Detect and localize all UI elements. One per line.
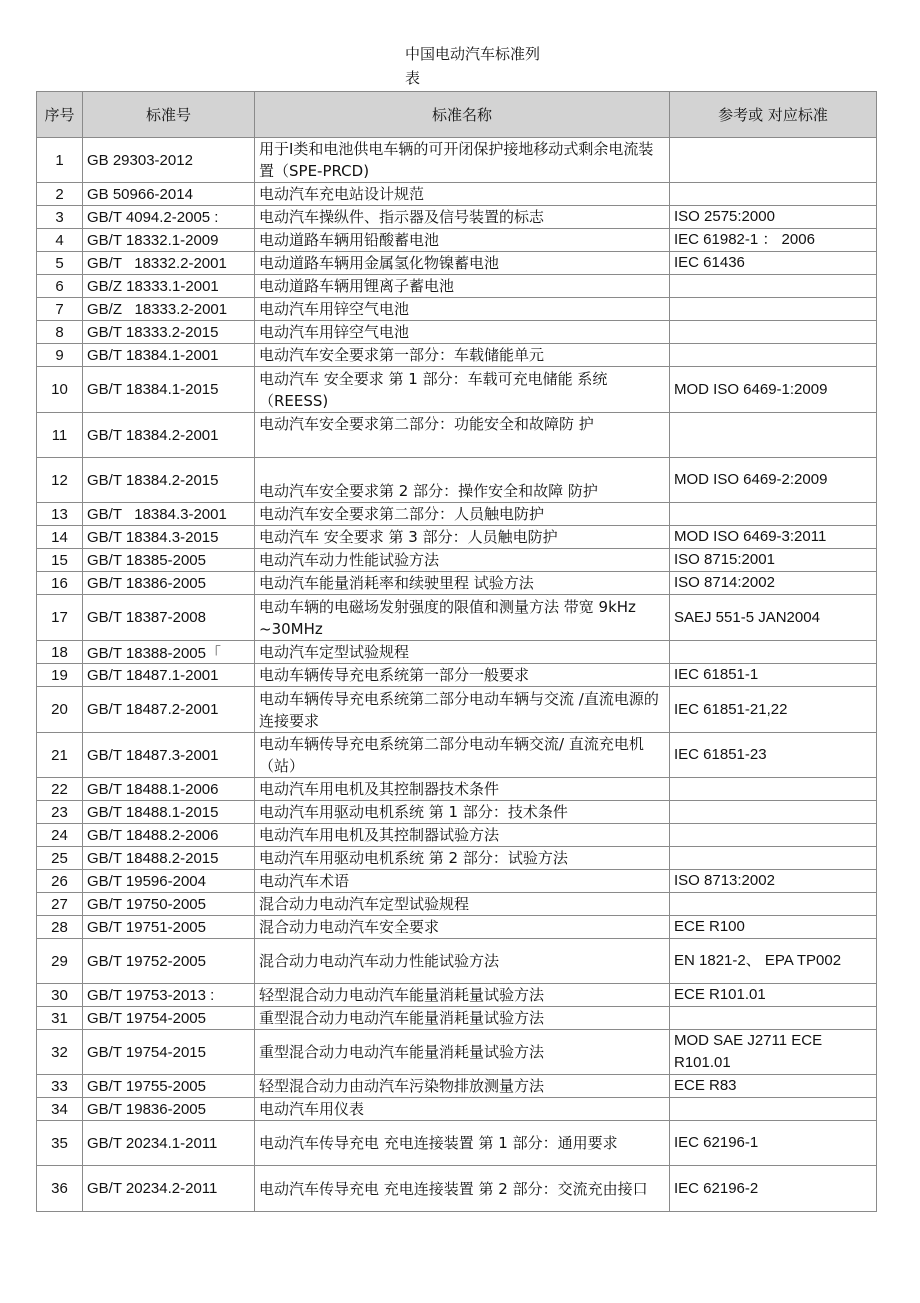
row-index: 33 — [37, 1075, 83, 1098]
reference-standard — [670, 183, 877, 206]
reference-standard — [670, 413, 877, 458]
standard-name: 电动汽车用电机及其控制器技术条件 — [255, 778, 670, 801]
row-index: 30 — [37, 984, 83, 1007]
standard-code: GB 29303-2012 — [83, 138, 255, 183]
standard-code: GB/T 18333.2-2015 — [83, 321, 255, 344]
table-row — [37, 138, 877, 183]
header-index: 序号 — [37, 92, 83, 138]
reference-standard — [670, 1007, 877, 1030]
reference-standard: ECE R83 — [670, 1075, 877, 1098]
standard-name: 电动汽车用驱动电机系统 第 2 部分：试验方法 — [255, 847, 670, 870]
row-index: 7 — [37, 298, 83, 321]
row-index: 24 — [37, 824, 83, 847]
title-line-2: 表 — [405, 69, 421, 87]
standard-code: GB/Z 18333.2-2001 — [83, 298, 255, 321]
standard-code: GB/T 19753-2013 : — [83, 984, 255, 1007]
table-row — [37, 801, 877, 824]
standard-code: GB/T 18384.3-2001 — [83, 503, 255, 526]
table-row — [37, 367, 877, 413]
reference-standard: ISO 2575:2000 — [670, 206, 877, 229]
reference-standard — [670, 321, 877, 344]
standard-code: GB/T 18384.2-2015 — [83, 458, 255, 503]
table-row — [37, 503, 877, 526]
table-row — [37, 893, 877, 916]
standard-name: 电动汽车充电站设计规范 — [255, 183, 670, 206]
standard-name: 轻型混合动力由动汽车污染物排放测量方法 — [255, 1075, 670, 1098]
table-row — [37, 664, 877, 687]
table-row — [37, 321, 877, 344]
reference-standard: MOD ISO 6469-2:2009 — [670, 458, 877, 503]
reference-standard: IEC 62196-1 — [670, 1121, 877, 1166]
standard-name: 电动汽车安全要求第二部分：功能安全和故障防 护 — [255, 413, 670, 458]
row-index: 29 — [37, 939, 83, 984]
standard-name: 电动车辆传导充电系统第二部分电动车辆与交流 /直流电源的连接要求 — [255, 687, 670, 733]
row-index: 18 — [37, 641, 83, 664]
standard-code: GB/T 4094.2-2005 : — [83, 206, 255, 229]
row-index: 3 — [37, 206, 83, 229]
table-row — [37, 1075, 877, 1098]
reference-standard — [670, 344, 877, 367]
table-row — [37, 778, 877, 801]
row-index: 1 — [37, 138, 83, 183]
table-row — [37, 458, 877, 503]
reference-standard — [670, 1098, 877, 1121]
standard-code: GB/T 18384.3-2015 — [83, 526, 255, 549]
standard-name: 电动道路车辆用锂离子蓄电池 — [255, 275, 670, 298]
reference-standard: IEC 61436 — [670, 252, 877, 275]
row-index: 16 — [37, 572, 83, 595]
standard-name: 电动汽车用锌空气电池 — [255, 321, 670, 344]
table-row — [37, 824, 877, 847]
standard-code: GB/T 20234.1-2011 — [83, 1121, 255, 1166]
row-index: 15 — [37, 549, 83, 572]
standard-code: GB/T 18384.1-2015 — [83, 367, 255, 413]
standard-code: GB/T 18385-2005 — [83, 549, 255, 572]
standard-code: GB/T 19754-2005 — [83, 1007, 255, 1030]
row-index: 20 — [37, 687, 83, 733]
row-index: 32 — [37, 1030, 83, 1075]
standard-name: 电动汽车操纵件、指示器及信号装置的标志 — [255, 206, 670, 229]
row-index: 4 — [37, 229, 83, 252]
row-index: 23 — [37, 801, 83, 824]
reference-standard — [670, 298, 877, 321]
reference-standard — [670, 801, 877, 824]
standard-name: 电动汽车用电机及其控制器试验方法 — [255, 824, 670, 847]
reference-standard — [670, 503, 877, 526]
standard-name: 电动汽车能量消耗率和续驶里程 试验方法 — [255, 572, 670, 595]
standard-code: GB/T 19596-2004 — [83, 870, 255, 893]
standard-code: GB/T 19751-2005 — [83, 916, 255, 939]
standard-code: GB/T 19836-2005 — [83, 1098, 255, 1121]
reference-standard: IEC 61982-1 ： 2006 — [670, 229, 877, 252]
row-index: 19 — [37, 664, 83, 687]
reference-standard — [670, 138, 877, 183]
reference-standard: ECE R100 — [670, 916, 877, 939]
table-row — [37, 1121, 877, 1166]
table-row — [37, 298, 877, 321]
row-index: 34 — [37, 1098, 83, 1121]
standard-name: 混合动力电动汽车定型试验规程 — [255, 893, 670, 916]
table-row — [37, 206, 877, 229]
standard-name: 电动汽车用仪表 — [255, 1098, 670, 1121]
standard-name: 电动汽车 安全要求 第 1 部分：车载可充电储能 系统（REESS) — [255, 367, 670, 413]
row-index: 5 — [37, 252, 83, 275]
standard-code: GB/T 18388-2005「 — [83, 641, 255, 664]
row-index: 17 — [37, 595, 83, 641]
standard-name: 混合动力电动汽车安全要求 — [255, 916, 670, 939]
document-title — [405, 42, 575, 90]
table-row — [37, 183, 877, 206]
reference-standard — [670, 641, 877, 664]
reference-standard: IEC 62196-2 — [670, 1166, 877, 1212]
row-index: 11 — [37, 413, 83, 458]
reference-standard: MOD ISO 6469-3:2011 — [670, 526, 877, 549]
standard-name: 电动汽车安全要求第一部分：车载储能单元 — [255, 344, 670, 367]
row-index: 36 — [37, 1166, 83, 1212]
standard-code: GB/T 18386-2005 — [83, 572, 255, 595]
row-index: 2 — [37, 183, 83, 206]
standard-name: 电动汽车安全要求第二部分：人员触电防护 — [255, 503, 670, 526]
reference-standard: SAEJ 551-5 JAN2004 — [670, 595, 877, 641]
standard-name: 电动汽车 安全要求 第 3 部分：人员触电防护 — [255, 526, 670, 549]
standard-code: GB/T 19755-2005 — [83, 1075, 255, 1098]
standard-code: GB 50966-2014 — [83, 183, 255, 206]
table-row — [37, 1166, 877, 1212]
row-index: 13 — [37, 503, 83, 526]
row-index: 8 — [37, 321, 83, 344]
standard-code: GB/T 19752-2005 — [83, 939, 255, 984]
standard-code: GB/T 18487.3-2001 — [83, 733, 255, 778]
reference-standard: IEC 61851-23 — [670, 733, 877, 778]
row-index: 28 — [37, 916, 83, 939]
standard-name: 电动车辆传导充电系统第一部分一般要求 — [255, 664, 670, 687]
standard-name: 电动汽车动力性能试验方法 — [255, 549, 670, 572]
table-row — [37, 595, 877, 641]
standard-code: GB/T 18487.1-2001 — [83, 664, 255, 687]
standard-code: GB/T 18488.1-2015 — [83, 801, 255, 824]
standard-code: GB/T 18488.2-2006 — [83, 824, 255, 847]
header-standard-code: 标准号 — [83, 92, 255, 138]
table-row — [37, 526, 877, 549]
table-row — [37, 252, 877, 275]
reference-standard — [670, 847, 877, 870]
reference-standard — [670, 893, 877, 916]
row-index: 25 — [37, 847, 83, 870]
standard-code: GB/T 20234.2-2011 — [83, 1166, 255, 1212]
header-reference-standard: 参考或 对应标准 — [670, 92, 877, 138]
table-row — [37, 1098, 877, 1121]
table-row — [37, 687, 877, 733]
row-index: 14 — [37, 526, 83, 549]
standard-name: 重型混合动力电动汽车能量消耗量试验方法 — [255, 1007, 670, 1030]
standard-code: GB/T 18332.2-2001 — [83, 252, 255, 275]
table-row — [37, 870, 877, 893]
standard-name: 电动道路车辆用金属氢化物镍蓄电池 — [255, 252, 670, 275]
table-row — [37, 984, 877, 1007]
standard-code: GB/T 18387-2008 — [83, 595, 255, 641]
standard-code: GB/T 18487.2-2001 — [83, 687, 255, 733]
table-row — [37, 939, 877, 984]
table-header-row — [37, 92, 877, 138]
row-index: 31 — [37, 1007, 83, 1030]
standard-code: GB/T 18332.1-2009 — [83, 229, 255, 252]
row-index: 6 — [37, 275, 83, 298]
reference-standard — [670, 778, 877, 801]
reference-standard: ISO 8713:2002 — [670, 870, 877, 893]
reference-standard: ECE R101.01 — [670, 984, 877, 1007]
table-row — [37, 641, 877, 664]
reference-standard: MOD SAE J2711 ECE R101.01 — [670, 1030, 877, 1075]
standard-name: 电动汽车用锌空气电池 — [255, 298, 670, 321]
standard-name: 电动汽车传导充电 充电连接装置 第 2 部分：交流充由接口 — [255, 1166, 670, 1212]
standard-name: 电动汽车传导充电 充电连接装置 第 1 部分：通用要求 — [255, 1121, 670, 1166]
reference-standard: MOD ISO 6469-1:2009 — [670, 367, 877, 413]
row-index: 27 — [37, 893, 83, 916]
table-row — [37, 229, 877, 252]
reference-standard — [670, 824, 877, 847]
title-line-1: 中国电动汽车标准列 — [405, 45, 541, 63]
standard-name: 电动道路车辆用铅酸蓄电池 — [255, 229, 670, 252]
table-row — [37, 344, 877, 367]
table-row — [37, 916, 877, 939]
row-index: 12 — [37, 458, 83, 503]
row-index: 35 — [37, 1121, 83, 1166]
row-index: 10 — [37, 367, 83, 413]
standard-code: GB/T 18488.2-2015 — [83, 847, 255, 870]
reference-standard: IEC 61851-1 — [670, 664, 877, 687]
standard-code: GB/T 18488.1-2006 — [83, 778, 255, 801]
header-standard-name: 标准名称 — [255, 92, 670, 138]
table-row — [37, 413, 877, 458]
row-index: 22 — [37, 778, 83, 801]
table-row — [37, 733, 877, 778]
standards-table — [36, 91, 877, 1212]
table-body — [37, 138, 877, 1212]
reference-standard — [670, 275, 877, 298]
standard-name: 电动车辆的电磁场发射强度的限值和测量方法 带宽 9kHz ~30MHz — [255, 595, 670, 641]
table-row — [37, 275, 877, 298]
standard-name: 重型混合动力电动汽车能量消耗量试验方法 — [255, 1030, 670, 1075]
standard-name: 电动汽车定型试验规程 — [255, 641, 670, 664]
reference-standard: EN 1821-2、 EPA TP002 — [670, 939, 877, 984]
table-row — [37, 1030, 877, 1075]
standard-name: 混合动力电动汽车动力性能试验方法 — [255, 939, 670, 984]
standard-code: GB/T 18384.2-2001 — [83, 413, 255, 458]
table-row — [37, 847, 877, 870]
table-row — [37, 572, 877, 595]
standard-name: 轻型混合动力电动汽车能量消耗量试验方法 — [255, 984, 670, 1007]
standard-name: 电动汽车术语 — [255, 870, 670, 893]
row-index: 26 — [37, 870, 83, 893]
standard-name: 电动车辆传导充电系统第二部分电动车辆交流/ 直流充电机（站） — [255, 733, 670, 778]
standard-name: 电动汽车用驱动电机系统 第 1 部分：技术条件 — [255, 801, 670, 824]
standard-name: 电动汽车安全要求第 2 部分：操作安全和故障 防护 — [255, 458, 670, 503]
standard-code: GB/T 18384.1-2001 — [83, 344, 255, 367]
standard-code: GB/T 19750-2005 — [83, 893, 255, 916]
row-index: 21 — [37, 733, 83, 778]
table-row — [37, 1007, 877, 1030]
table-row — [37, 549, 877, 572]
row-index: 9 — [37, 344, 83, 367]
standard-name: 用于Ⅰ类和电池供电车辆的可开闭保护接地移动式剩余电流装置（SPE-PRCD) — [255, 138, 670, 183]
reference-standard: ISO 8715:2001 — [670, 549, 877, 572]
reference-standard: IEC 61851-21,22 — [670, 687, 877, 733]
reference-standard: ISO 8714:2002 — [670, 572, 877, 595]
standard-code: GB/Z 18333.1-2001 — [83, 275, 255, 298]
standard-code: GB/T 19754-2015 — [83, 1030, 255, 1075]
